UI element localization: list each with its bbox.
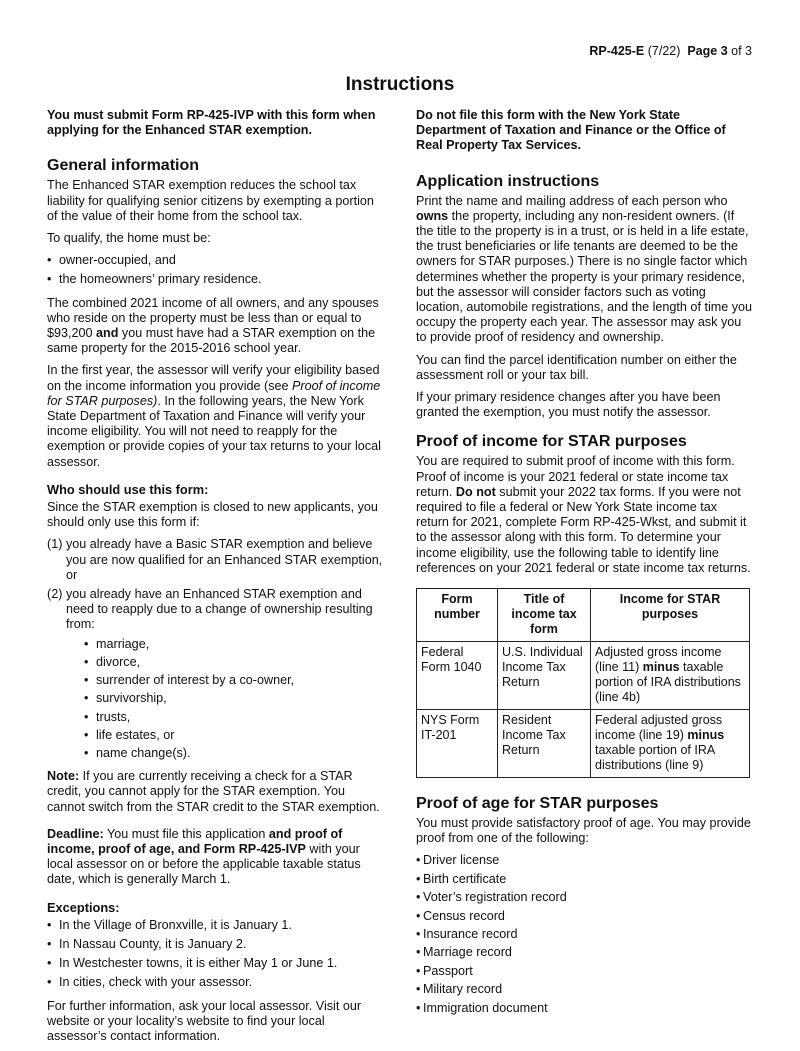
list-item: • survivorship, bbox=[84, 691, 385, 706]
qualify-intro: To qualify, the home must be: bbox=[47, 231, 211, 246]
left-column bbox=[47, 108, 385, 1051]
who-should-use-heading: Who should use this form: bbox=[47, 481, 209, 497]
table-cell: NYS Form IT-201 bbox=[417, 710, 498, 778]
list-item: • owner-occupied, and bbox=[47, 253, 385, 268]
ownership-change-list bbox=[84, 637, 385, 761]
list-item: • the homeowners’ primary residence. bbox=[47, 272, 385, 287]
deadline-paragraph: Deadline: You must file this application and proof of income, proof of age, and Form RP-425-IVP with your local assessor on or before the applicable taxable status date, which is generally March 1. bbox=[47, 826, 361, 887]
page-title: Instructions bbox=[345, 74, 455, 95]
form-code: RP-425-E bbox=[589, 44, 645, 58]
list-item: (2) you already have an Enhanced STAR exemption and need to reapply due to a change of ownership resulting from: • marriage, • divorce, • surrender of interest by a co-owner, • survivorship, • trusts, • life estates, or • name change(s). bbox=[47, 587, 385, 761]
proof-of-income-paragraph: You are required to submit proof of income with this form. Proof of income is your 2021 federal or state income tax return. Do not submit your 2022 tax forms. If you were not required to file a federal or New York State income tax return for 2021, complete Form RP-425-Wkst, and submit it to the assessor along with this form. To determine your income eligibility, use the following table to identify line references on your 2021 federal or state income tax returns. bbox=[416, 454, 751, 575]
list-item: (1) you already have a Basic STAR exemption and believe you are now qualified for an Enhanced STAR exemption, or bbox=[47, 537, 383, 582]
application-paragraph-3: If your primary residence changes after you have been granted the exemption, you must notify the assessor. bbox=[416, 390, 721, 420]
do-not-file-notice: Do not file this form with the New York State Department of Taxation and Finance or the Office of Real Property Tax Services. bbox=[416, 108, 726, 153]
proof-of-age-intro: You must provide satisfactory proof of age. You may provide proof from one of the following: bbox=[416, 816, 751, 846]
list-item: • Birth certificate bbox=[416, 872, 753, 887]
list-item: • divorce, bbox=[84, 655, 385, 670]
table-cell: Resident Income Tax Return bbox=[498, 710, 591, 778]
list-item: • Census record bbox=[416, 909, 753, 924]
note-paragraph: Note: If you are currently receiving a check for a STAR credit, you cannot apply for the STAR exemption. You cannot switch from the STAR credit to the STAR exemption. bbox=[47, 769, 380, 814]
application-instructions-heading: Application instructions bbox=[416, 172, 600, 190]
income-lines-table bbox=[416, 588, 750, 778]
proof-of-age-list bbox=[416, 853, 753, 1015]
table-row bbox=[417, 642, 750, 710]
list-item: • In cities, check with your assessor. bbox=[47, 975, 385, 990]
list-item: • In the Village of Bronxville, it is January 1. bbox=[47, 918, 385, 933]
page-header bbox=[589, 44, 752, 58]
list-item: • name change(s). bbox=[84, 746, 385, 761]
conditions-list bbox=[47, 537, 385, 761]
table-header-row bbox=[417, 589, 750, 642]
right-column bbox=[416, 108, 753, 1024]
list-item: • Military record bbox=[416, 982, 753, 997]
general-info-paragraph: The Enhanced STAR exemption reduces the school tax liability for qualifying senior citizens by exempting a portion of the value of their home from the school tax. bbox=[47, 178, 374, 223]
column-header: Title of income tax form bbox=[498, 589, 591, 642]
submit-notice: You must submit Form RP-425-IVP with this form when applying for the Enhanced STAR exemption. bbox=[47, 108, 376, 138]
table-cell: Adjusted gross income (line 11) minus taxable portion of IRA distributions (line 4b) bbox=[591, 642, 750, 710]
income-limit-paragraph: The combined 2021 income of all owners, and any spouses who reside on the property must be less than or equal to $93,200 and you must have had a STAR exemption on the same property for the 2015-2016 school year. bbox=[47, 295, 379, 356]
first-year-paragraph: In the first year, the assessor will verify your eligibility based on the income information you provide (see Proof of income for STAR purposes). In the following years, the New York State Department of Taxation and Finance will verify your income eligibility. You will not need to reapply for the exemption or provide copies of your tax returns to your local assessor. bbox=[47, 363, 381, 469]
who-intro: Since the STAR exemption is closed to new applicants, you should only use this form if: bbox=[47, 500, 378, 530]
list-item: • Voter’s registration record bbox=[416, 890, 753, 905]
list-item: • In Nassau County, it is January 2. bbox=[47, 937, 385, 952]
list-item: • Passport bbox=[416, 964, 753, 979]
column-header: Income for STAR purposes bbox=[591, 589, 750, 642]
list-item: • Driver license bbox=[416, 853, 753, 868]
table-cell: Federal adjusted gross income (line 19) minus taxable portion of IRA distributions (line 9) bbox=[591, 710, 750, 778]
table-cell: U.S. Individual Income Tax Return bbox=[498, 642, 591, 710]
column-header: Form number bbox=[417, 589, 498, 642]
page-number: Page 3 bbox=[687, 44, 728, 58]
qualify-list bbox=[47, 253, 385, 287]
exceptions-list bbox=[47, 918, 385, 991]
form-revision: (7/22) bbox=[647, 44, 681, 58]
list-item: • life estates, or bbox=[84, 728, 385, 743]
exceptions-heading: Exceptions: bbox=[47, 899, 120, 915]
application-paragraph-2: You can find the parcel identification number on either the assessment roll or your tax bill. bbox=[416, 352, 737, 382]
general-info-heading: General information bbox=[47, 157, 200, 175]
page-total: of 3 bbox=[731, 44, 752, 58]
table-row bbox=[417, 710, 750, 778]
list-item: • Immigration document bbox=[416, 1001, 753, 1016]
list-item: • trusts, bbox=[84, 710, 385, 725]
list-item: • Insurance record bbox=[416, 927, 753, 942]
proof-of-income-heading: Proof of income for STAR purposes bbox=[416, 433, 687, 451]
list-item: • surrender of interest by a co-owner, bbox=[84, 673, 385, 688]
table-cell: Federal Form 1040 bbox=[417, 642, 498, 710]
list-item: • marriage, bbox=[84, 637, 385, 652]
proof-of-age-heading: Proof of age for STAR purposes bbox=[416, 795, 659, 813]
list-item: • In Westchester towns, it is either May 1 or June 1. bbox=[47, 956, 385, 971]
application-paragraph-1: Print the name and mailing address of each person who owns the property, including any non-resident owners. (If the title to the property is in a trust, or is held in a life estate, the trust beneficiaries or life tenants are deemed to be the owners for STAR purposes.) There is no single factor which determines whether the property is your primary residence, but the assessor will consider factors such as voting location, automobile registrations, and the length of time you occupy the property each year. The assessor may ask you to provide proof of residency and ownership. bbox=[416, 193, 753, 345]
list-item: • Marriage record bbox=[416, 945, 753, 960]
further-info-paragraph: For further information, ask your local assessor. Visit our website or your locality’s website to find your local assessor’s contact information. bbox=[47, 998, 362, 1043]
